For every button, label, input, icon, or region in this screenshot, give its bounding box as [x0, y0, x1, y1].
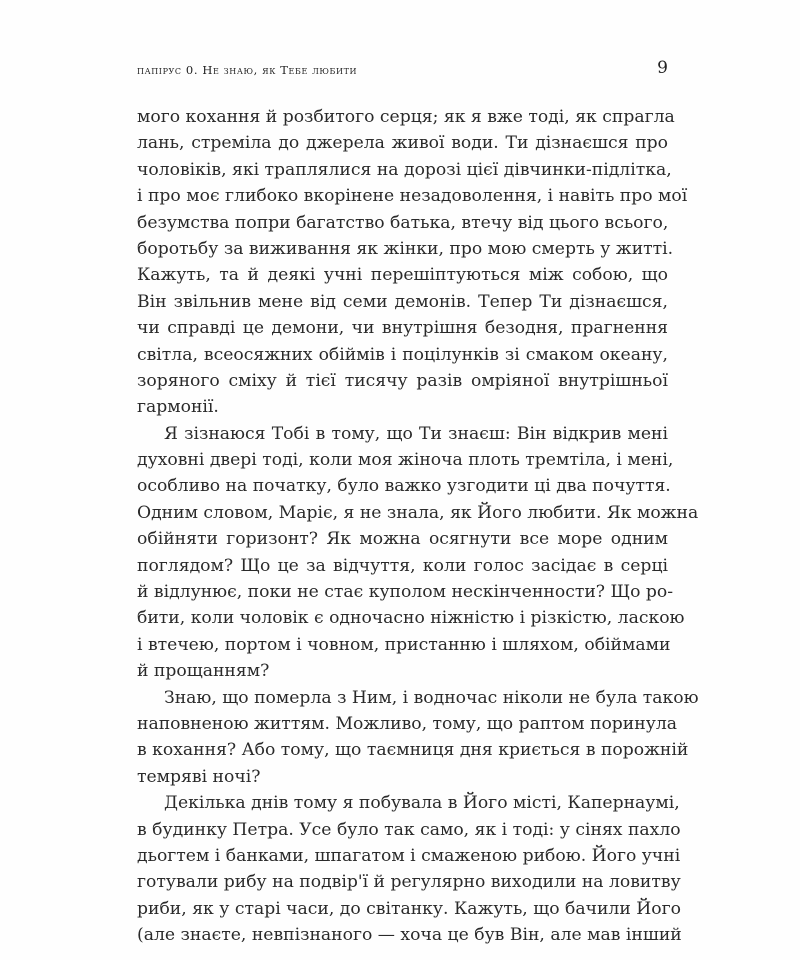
text-line: й відлунює, поки не стає куполом нескінченности? Що ро-: [137, 582, 674, 603]
text-line: безумства попри багатство батька, втечу від цього всього,: [137, 212, 669, 233]
text-line: риби, як у старі часи, до світанку. Кажуть, що бачили Його: [137, 898, 681, 919]
text-line: чоловіків, які траплялися на дорозі цієї дівчинки-підлітка,: [137, 159, 672, 180]
text-line: в кохання? Або тому, що таємниця дня криється в порожній: [137, 740, 689, 761]
text-line: і втечею, портом і човном, пристанню і шляхом, обіймами: [137, 634, 671, 655]
text-line: і про моє глибоко вкорінене незадоволення, і навіть про мої: [137, 186, 688, 207]
text-line: Одним словом, Маріє, я не знала, як Його любити. Як можна: [137, 502, 699, 523]
text-line: бити, коли чоловік є одночасно ніжністю і різкістю, ласкою: [137, 608, 685, 629]
text-line: наповненою життям. Можливо, тому, що раптом поринула: [137, 713, 677, 734]
text-line: обійняти горизонт? Як можна осягнути все море одним: [137, 529, 668, 550]
running-header: [137, 58, 668, 84]
chapter-title: папірус 0. Не знаю, як Тебе любити: [137, 63, 358, 77]
text-line: дьогтем і банками, шпагатом і смаженою рибою. Його учні: [137, 845, 681, 866]
text-line: лань, стреміла до джерела живої води. Ти дізнаєшся про: [137, 133, 668, 154]
text-line: темряві ночі?: [137, 766, 261, 787]
text-line: боротьбу за виживання як жінки, про мою смерть у житті.: [137, 238, 674, 259]
text-line: Знаю, що померла з Ним, і водночас ніколи не була такою: [164, 687, 699, 708]
text-line: готували рибу на подвір'ї й регулярно виходили на ловитву: [137, 872, 681, 893]
text-line: мого кохання й розбитого серця; як я вже тоді, як спрагла: [137, 107, 675, 127]
paragraph: [137, 421, 699, 685]
text-line: духовні двері тоді, коли моя жіноча плоть тремтіла, і мені,: [137, 450, 674, 471]
text-line: (але знаєте, невпізнаного — хоча це був Він, але мав інший: [137, 925, 682, 946]
text-line: світла, всеосяжних обіймів і поцілунків зі смаком океану,: [137, 344, 668, 365]
text-line: Кажуть, та й деякі учні перешіптуються між собою, що: [137, 265, 668, 286]
paragraph: [137, 104, 688, 421]
paragraph: [137, 685, 699, 791]
text-line: й прощанням?: [137, 661, 270, 682]
text-line: особливо на початку, було важко узгодити ці два почуття.: [137, 476, 671, 497]
text-line: Я зізнаюся Тобі в тому, що Ти знаєш: Він відкрив мені: [164, 423, 668, 444]
text-line: в будинку Петра. Усе було так само, як і тоді: у сінях пахло: [137, 819, 681, 840]
text-line: гармонії.: [137, 397, 219, 418]
text-line: чи справді це демони, чи внутрішня безодня, прагнення: [137, 318, 668, 339]
text-line: зоряного сміху й тієї тисячу разів омріяної внутрішньої: [137, 370, 668, 391]
paragraph: [137, 790, 682, 948]
page-number: 9: [657, 58, 668, 78]
body-text: [137, 104, 699, 949]
text-line: Декілька днів тому я побувала в Його місті, Капернаумі,: [164, 793, 680, 814]
text-line: Він звільнив мене від семи демонів. Тепер Ти дізнаєшся,: [137, 291, 668, 312]
text-line: поглядом? Що це за відчуття, коли голос засідає в серці: [137, 555, 668, 576]
